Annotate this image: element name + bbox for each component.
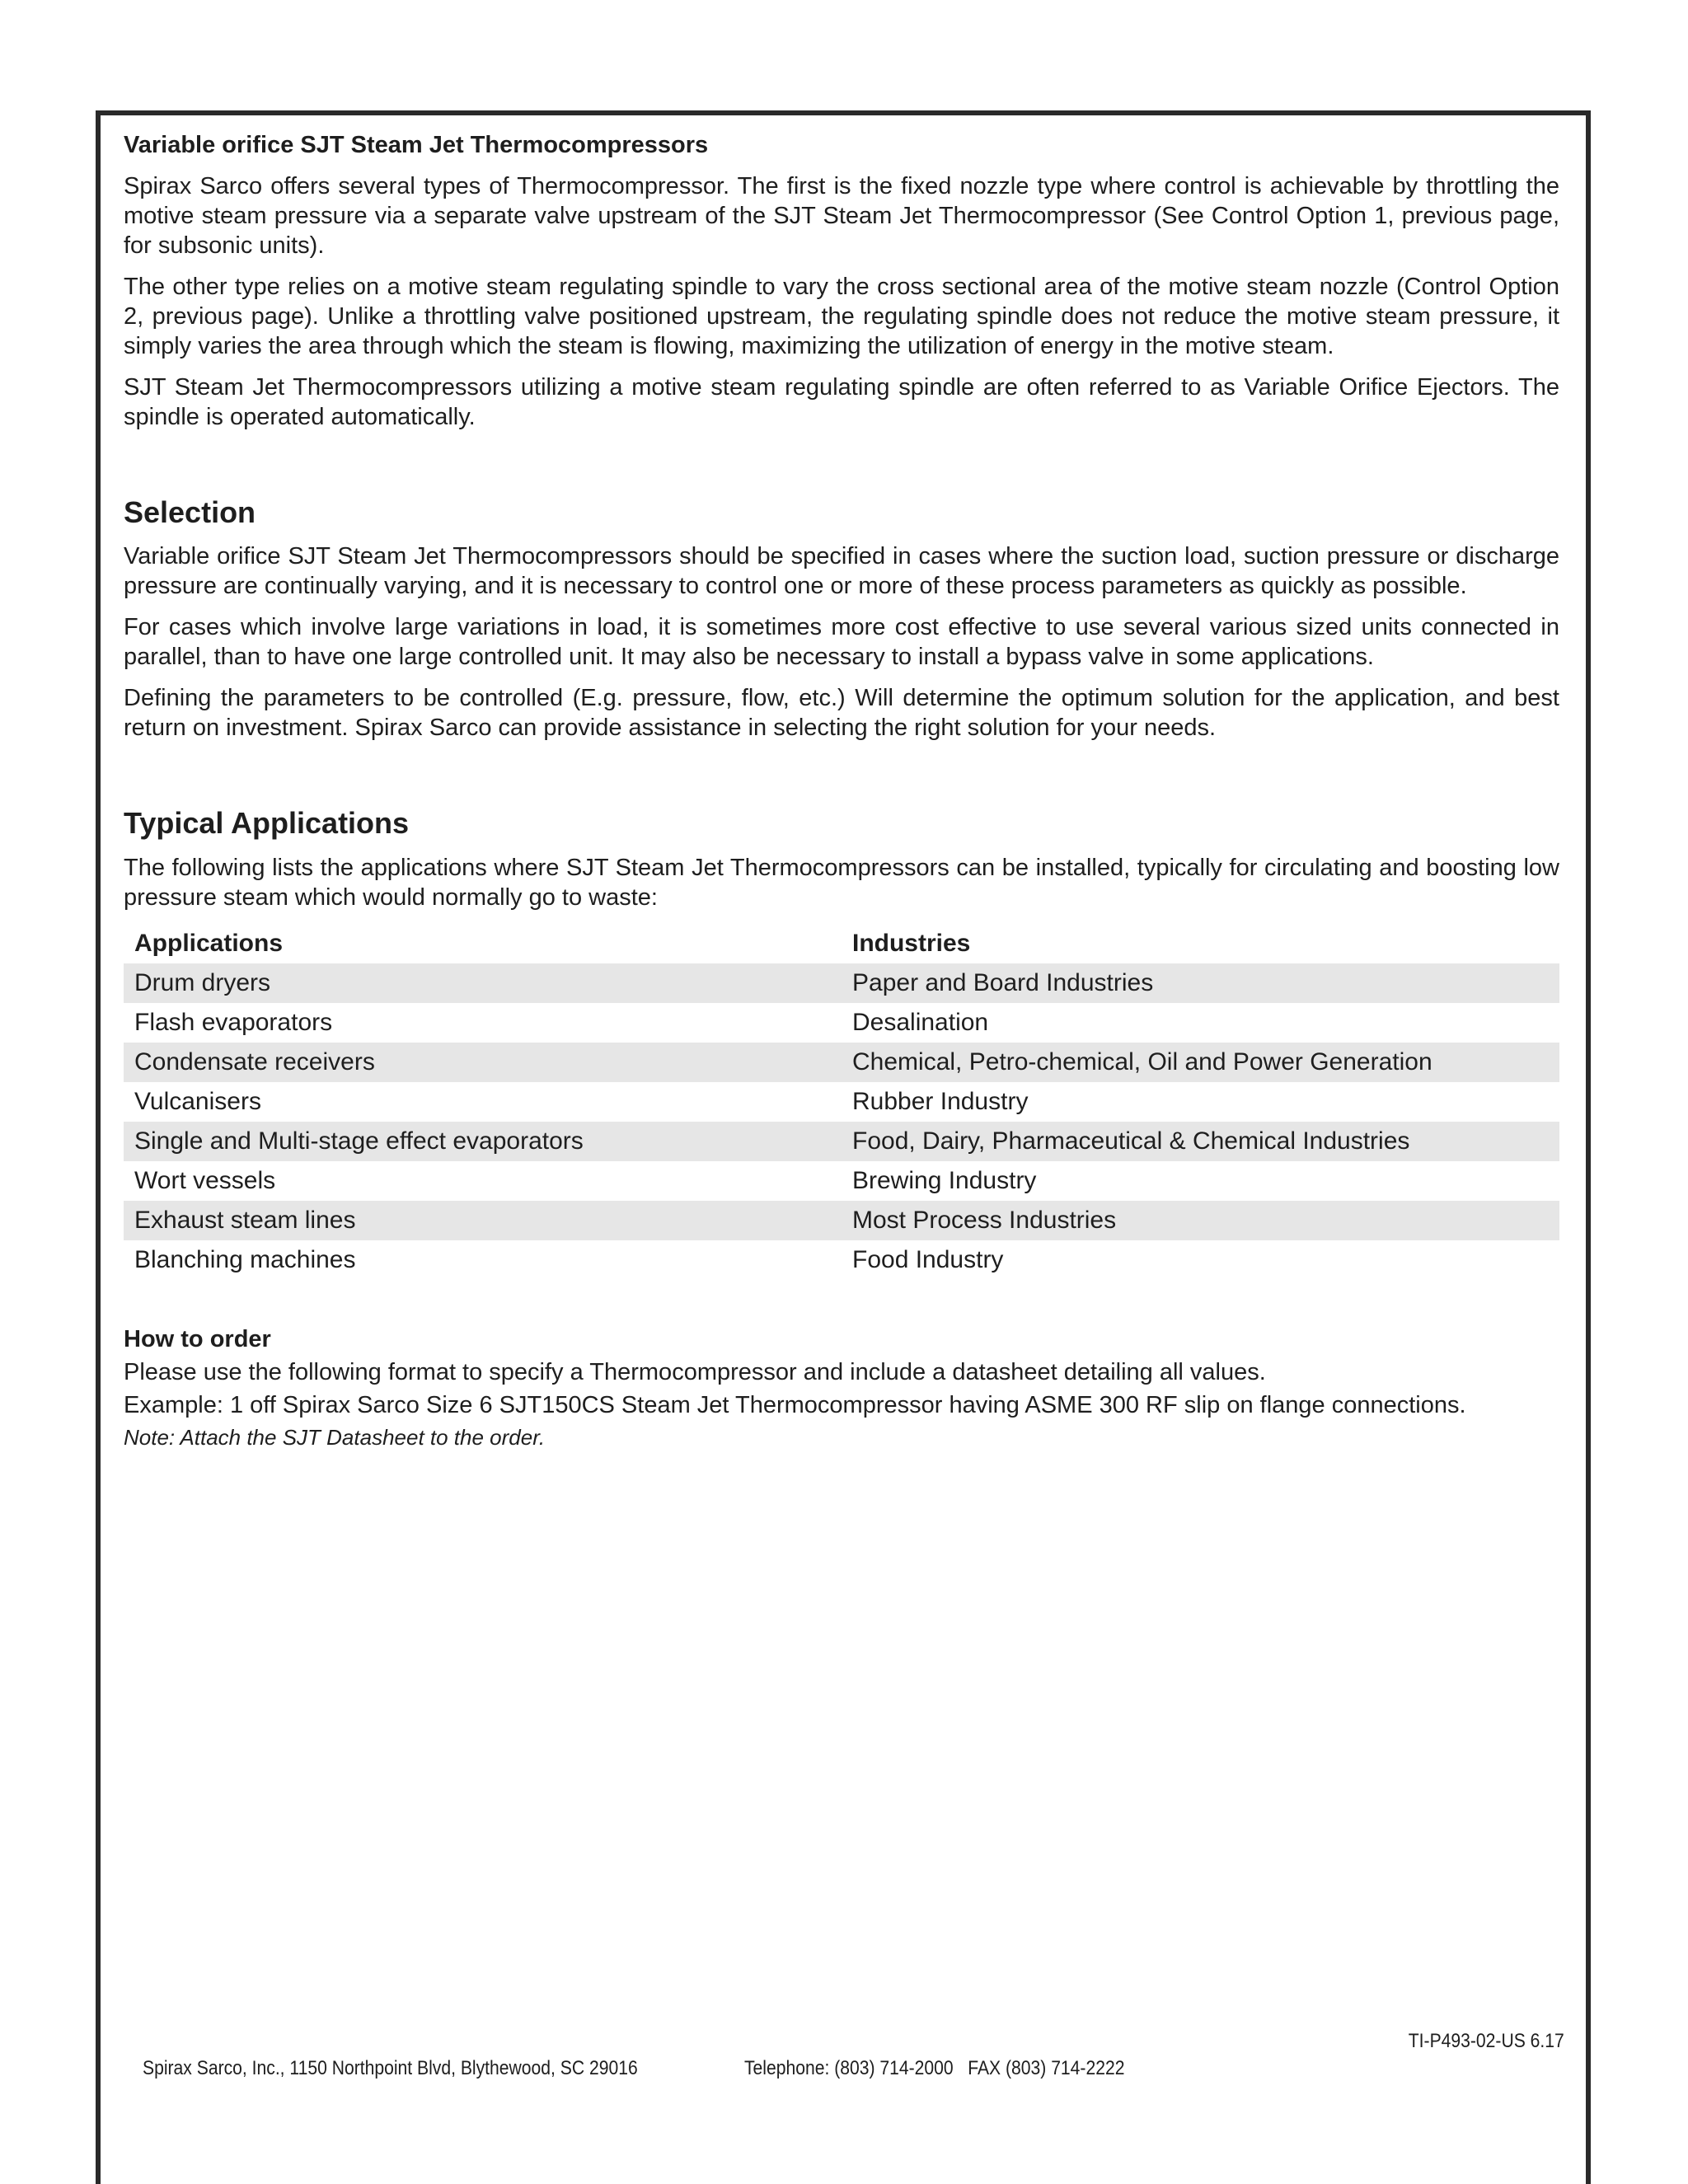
application-cell: Wort vessels — [134, 1166, 276, 1194]
industry-cell: Paper and Board Industries — [842, 963, 1559, 1003]
application-cell: Single and Multi-stage effect evaporators — [124, 1122, 842, 1161]
table-row — [124, 1082, 1559, 1122]
paragraph: Spirax Sarco offers several types of Thermocompressor. The first is the fixed nozzle type where control is achievable by throttling the motive steam pressure via a separate valve upstream of the SJT Steam Jet Thermocompressor (See Control Option 1, previous page, for subsonic units). — [124, 173, 1559, 260]
industry-cell: Desalination — [852, 1008, 989, 1036]
industry-cell: Rubber Industry — [852, 1087, 1029, 1115]
company-telephone: Telephone: (803) 714-2000 FAX (803) 714-2222 — [744, 2057, 1125, 2079]
document-reference: TI-P493-02-US 6.17 — [1408, 2030, 1564, 2052]
table-row — [124, 1003, 1559, 1043]
table-row — [124, 1201, 1559, 1240]
industry-cell: Food, Dairy, Pharmaceutical & Chemical Industries — [842, 1122, 1559, 1161]
table-row — [124, 1161, 1559, 1201]
paragraph: SJT Steam Jet Thermocompressors utilizing a motive steam regulating spindle are often referred to as Variable Orifice Ejectors. The spindle is operated automatically. — [124, 374, 1559, 431]
section-heading-selection: Selection — [124, 495, 256, 530]
applications-table — [124, 924, 1559, 1280]
application-cell: Flash evaporators — [134, 1008, 333, 1036]
column-header-applications: Applications — [134, 929, 284, 957]
paragraph: The other type relies on a motive steam regulating spindle to vary the cross sectional area of the motive steam nozzle (Control Option 2, previous page). Unlike a throttling valve positioned upstream, the regulating spindle does not reduce the motive steam pressure, it simply varies the area through which the steam is flowing, maximizing the utilization of energy in the motive steam. — [124, 274, 1559, 360]
application-cell: Vulcanisers — [134, 1087, 261, 1115]
table-row — [124, 1043, 1559, 1082]
page-content — [124, 130, 1559, 1453]
column-header-industries: Industries — [852, 929, 971, 957]
section-heading-variable-orifice: Variable orifice SJT Steam Jet Thermocompressors — [124, 132, 709, 158]
industry-cell: Food Industry — [852, 1245, 1004, 1273]
order-instructions: Please use the following format to specify a Thermocompressor and include a datasheet detailing all values. — [124, 1358, 1266, 1385]
how-to-order-heading: How to order — [124, 1325, 271, 1352]
industry-cell: Chemical, Petro-chemical, Oil and Power Generation — [842, 1043, 1559, 1082]
industry-cell: Most Process Industries — [842, 1201, 1559, 1240]
order-example: Example: 1 off Spirax Sarco Size 6 SJT150CS Steam Jet Thermocompressor having ASME 300 RF slip on flange connections. — [124, 1391, 1466, 1418]
application-cell: Exhaust steam lines — [124, 1201, 842, 1240]
table-header-row — [124, 924, 1559, 963]
table-row — [124, 963, 1559, 1003]
applications-intro: The following lists the applications where SJT Steam Jet Thermocompressors can be installed, typically for circulating and boosting low pressure steam which would normally go to waste: — [124, 854, 1559, 911]
paragraph: Defining the parameters to be controlled (E.g. pressure, flow, etc.) Will determine the optimum solution for the application, and best return on investment. Spirax Sarco can provide assistance in selecting the right solution for your needs. — [124, 685, 1559, 742]
application-cell: Condensate receivers — [124, 1043, 842, 1082]
paragraph: Variable orifice SJT Steam Jet Thermocompressors should be specified in cases where the suction load, suction pressure or discharge pressure are continually varying, and it is necessary to control one or more of these process parameters as quickly as possible. — [124, 543, 1559, 600]
order-note: Note: Attach the SJT Datasheet to the order. — [124, 1424, 546, 1450]
application-cell: Blanching machines — [134, 1245, 356, 1273]
table-row — [124, 1240, 1559, 1280]
industry-cell: Brewing Industry — [852, 1166, 1037, 1194]
paragraph: For cases which involve large variations in load, it is sometimes more cost effective to use several various sized units connected in parallel, than to have one large controlled unit. It may also be necessary to install a bypass valve in some applications. — [124, 614, 1559, 671]
section-heading-typical-applications: Typical Applications — [124, 806, 410, 841]
application-cell: Drum dryers — [124, 963, 842, 1003]
company-address: Spirax Sarco, Inc., 1150 Northpoint Blvd, Blythewood, SC 29016 — [143, 2057, 638, 2079]
table-row — [124, 1122, 1559, 1161]
